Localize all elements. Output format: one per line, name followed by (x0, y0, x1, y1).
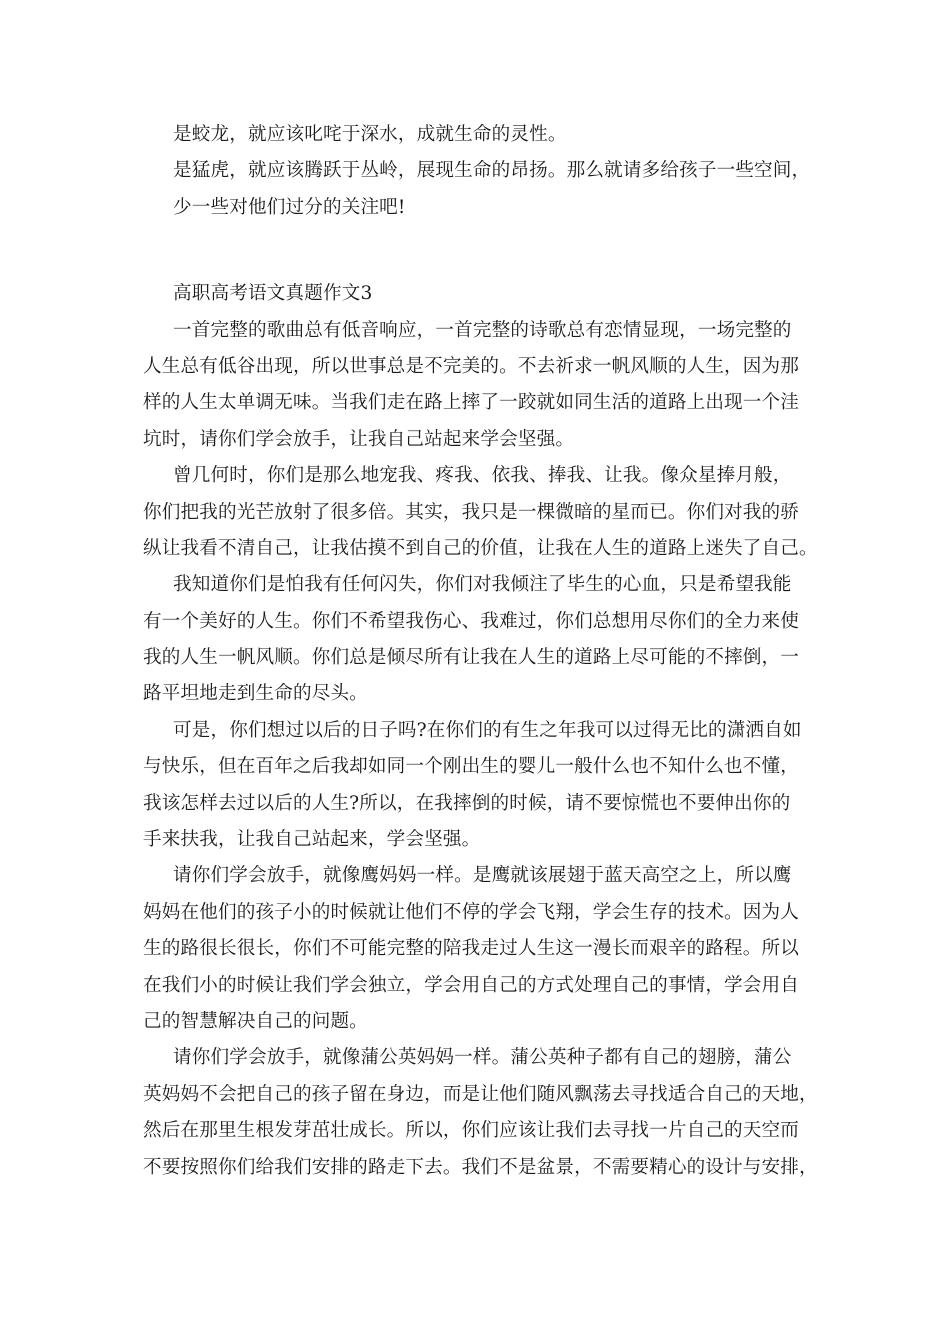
paragraph-line: 纵让我看不清自己，让我估摸不到自己的价值，让我在人生的道路上迷失了自己。 (143, 537, 818, 559)
paragraph-line: 英妈妈不会把自己的孩子留在身边，而是让他们随风飘荡去寻找适合自己的天地， (143, 1083, 818, 1105)
paragraph-4 (143, 713, 827, 859)
paragraph-line: 生的路很长很长，你们不可能完整的陪我走过人生这一漫长而艰辛的路程。所以 (143, 938, 800, 960)
paragraph-line: 一首完整的歌曲总有低音响应，一首完整的诗歌总有恋情显现，一场完整的 (173, 319, 792, 341)
intro-line: 少一些对他们过分的关注吧! (173, 196, 406, 218)
paragraph-line: 坑时，请你们学会放手，让我自己站起来学会坚强。 (143, 428, 575, 450)
section-gap (143, 226, 827, 276)
paragraph-line: 可是，你们想过以后的日子吗?在你们的有生之年我可以过得无比的潇洒自如 (173, 719, 802, 741)
intro-line: 是蛟龙，就应该叱咤于深水，成就生命的灵性。 (173, 124, 567, 145)
section-title: 高职高考语文真题作文3 (173, 283, 373, 305)
intro-line: 是猛虎，就应该腾跃于丛岭，展现生命的昂扬。那么就请多给孩子一些空间， (173, 160, 811, 182)
paragraph-line: 在我们小的时候让我们学会独立，学会用自己的方式处理自己的事情，学会用自 (143, 974, 800, 996)
paragraph-line: 我知道你们是怕我有任何闪失，你们对我倾注了毕生的心血，只是希望我能 (173, 574, 792, 596)
paragraph-5 (143, 858, 827, 1040)
paragraph-line: 我的人生一帆风顺。你们总是倾尽所有让我在人生的道路上尽可能的不摔倒，一 (143, 647, 800, 669)
document-page (143, 117, 827, 1186)
paragraph-2 (143, 458, 827, 567)
paragraph-line: 己的智慧解决自己的问题。 (143, 1010, 368, 1032)
paragraph-line: 有一个美好的人生。你们不希望我伤心、我难过，你们总想用尽你们的全力来使 (143, 610, 800, 632)
paragraph-line: 我该怎样去过以后的人生?所以，在我摔倒的时候，请不要惊慌也不要伸出你的 (143, 792, 791, 814)
paragraph-line: 手来扶我，让我自己站起来，学会坚强。 (143, 829, 481, 851)
paragraph-line: 请你们学会放手，就像蒲公英妈妈一样。蒲公英种子都有自己的翅膀，蒲公 (173, 1047, 792, 1069)
paragraph-line: 曾几何时，你们是那么地宠我、疼我、依我、捧我、让我。像众星捧月般， (173, 465, 792, 487)
paragraph-3 (143, 567, 827, 713)
paragraph-line: 样的人生太单调无味。当我们走在路上摔了一跤就如同生活的道路上出现一个洼 (143, 392, 800, 414)
paragraph-line: 请你们学会放手，就像鹰妈妈一样。是鹰就该展翅于蓝天高空之上，所以鹰 (173, 865, 792, 887)
paragraph-line: 路平坦地走到生命的尽头。 (143, 683, 368, 705)
paragraph-line: 然后在那里生根发芽茁壮成长。所以，你们应该让我们去寻找一片自己的天空而 (143, 1120, 800, 1142)
paragraph-6 (143, 1040, 827, 1186)
paragraph-line: 人生总有低谷出现，所以世事总是不完美的。不去祈求一帆风顺的人生，因为那 (143, 355, 800, 377)
paragraph-line: 妈妈在他们的孩子小的时候就让他们不停的学会飞翔，学会生存的技术。因为人 (143, 901, 800, 923)
paragraph-line: 不要按照你们给我们安排的路走下去。我们不是盆景，不需要精心的设计与安排， (143, 1156, 818, 1178)
paragraph-line: 你们把我的光芒放射了很多倍。其实，我只是一棵微暗的星而已。你们对我的骄 (143, 501, 800, 523)
paragraph-1 (143, 313, 827, 459)
paragraph-line: 与快乐，但在百年之后我却如同一个刚出生的婴儿一般什么也不知什么也不懂， (143, 756, 800, 778)
